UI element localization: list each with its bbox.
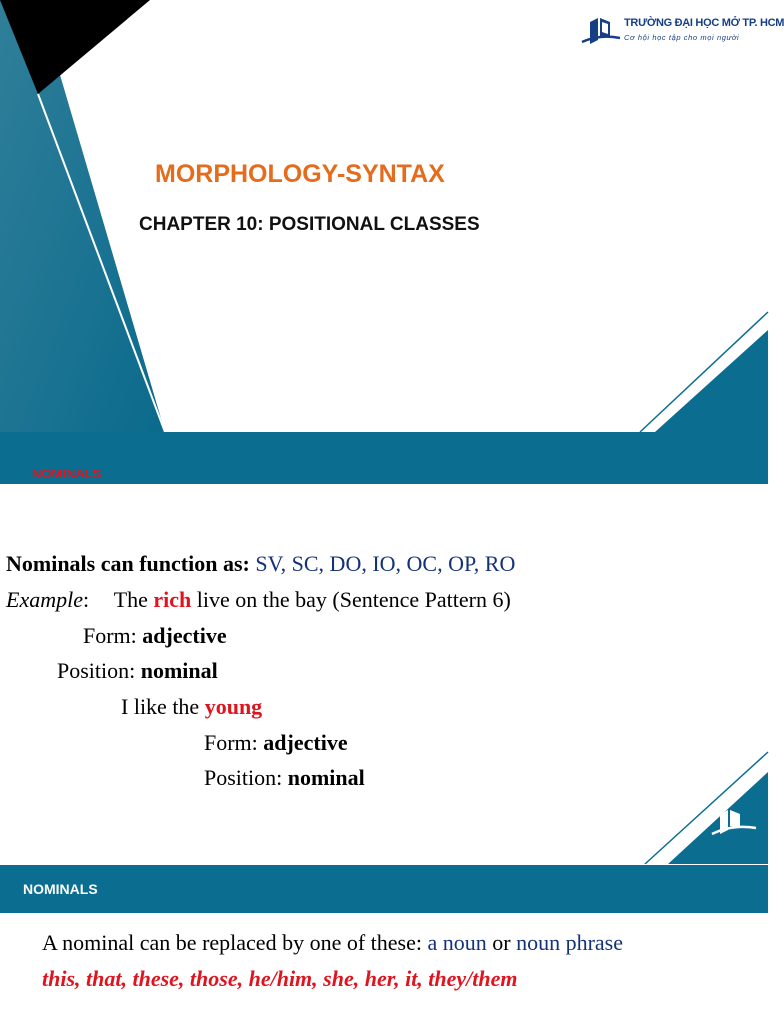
nominals-replacement-slide xyxy=(0,864,768,1024)
position-line-2 xyxy=(204,765,365,791)
university-logo-icon xyxy=(578,14,622,50)
replacement-noun: a noun xyxy=(427,930,487,955)
position-value: nominal xyxy=(287,765,365,790)
form-label: Form: xyxy=(204,730,258,755)
pronoun-list: this, that, these, those, he/him, she, her, it, they/them xyxy=(42,966,518,991)
section-label: NOMINALS xyxy=(32,466,102,481)
example-line xyxy=(6,587,511,613)
section-label: NOMINALS xyxy=(23,881,98,897)
position-label: Position: xyxy=(204,765,283,790)
section-band xyxy=(0,865,768,913)
function-list: SV, SC, DO, IO, OC, OP, RO xyxy=(255,551,516,576)
university-tagline: Cơ hội học tập cho mọi người xyxy=(624,33,740,42)
title-slide xyxy=(0,0,784,484)
example-word-rich: rich xyxy=(153,587,192,612)
form-label: Form: xyxy=(83,623,137,648)
replacement-noun-phrase: noun phrase xyxy=(516,930,623,955)
form-line-1 xyxy=(83,623,227,649)
example-the: The xyxy=(113,587,148,612)
form-value: adjective xyxy=(142,623,227,648)
section-band xyxy=(0,432,768,484)
position-line-1 xyxy=(57,658,218,684)
chapter-subtitle: CHAPTER 10: POSITIONAL CLASSES xyxy=(139,214,480,235)
example-rest: live on the bay (Sentence Pattern 6) xyxy=(196,587,511,612)
nominals-function-slide xyxy=(0,484,768,864)
corner-teal-triangle xyxy=(668,772,768,864)
replacement-prefix: A nominal can be replaced by one of these: xyxy=(42,930,422,955)
example-line-2 xyxy=(121,694,262,720)
university-name: TRƯỜNG ĐẠI HỌC MỞ TP. HCM xyxy=(624,17,784,29)
right-teal-triangle xyxy=(655,330,768,432)
example-colon: : xyxy=(82,587,90,612)
example2-text: I like the xyxy=(121,694,200,719)
position-label: Position: xyxy=(57,658,136,683)
title-slide-background xyxy=(0,0,768,484)
university-logo xyxy=(578,14,784,50)
form-line-2 xyxy=(204,730,348,756)
function-line xyxy=(6,551,515,577)
form-value: adjective xyxy=(263,730,348,755)
position-value: nominal xyxy=(140,658,218,683)
replacement-or: or xyxy=(492,930,511,955)
function-prefix: Nominals can function as: xyxy=(6,551,250,576)
replacement-line xyxy=(42,930,623,956)
example-word-young: young xyxy=(204,694,263,719)
example-label: Example xyxy=(6,587,83,612)
slide-title: MORPHOLOGY-SYNTAX xyxy=(155,160,445,188)
